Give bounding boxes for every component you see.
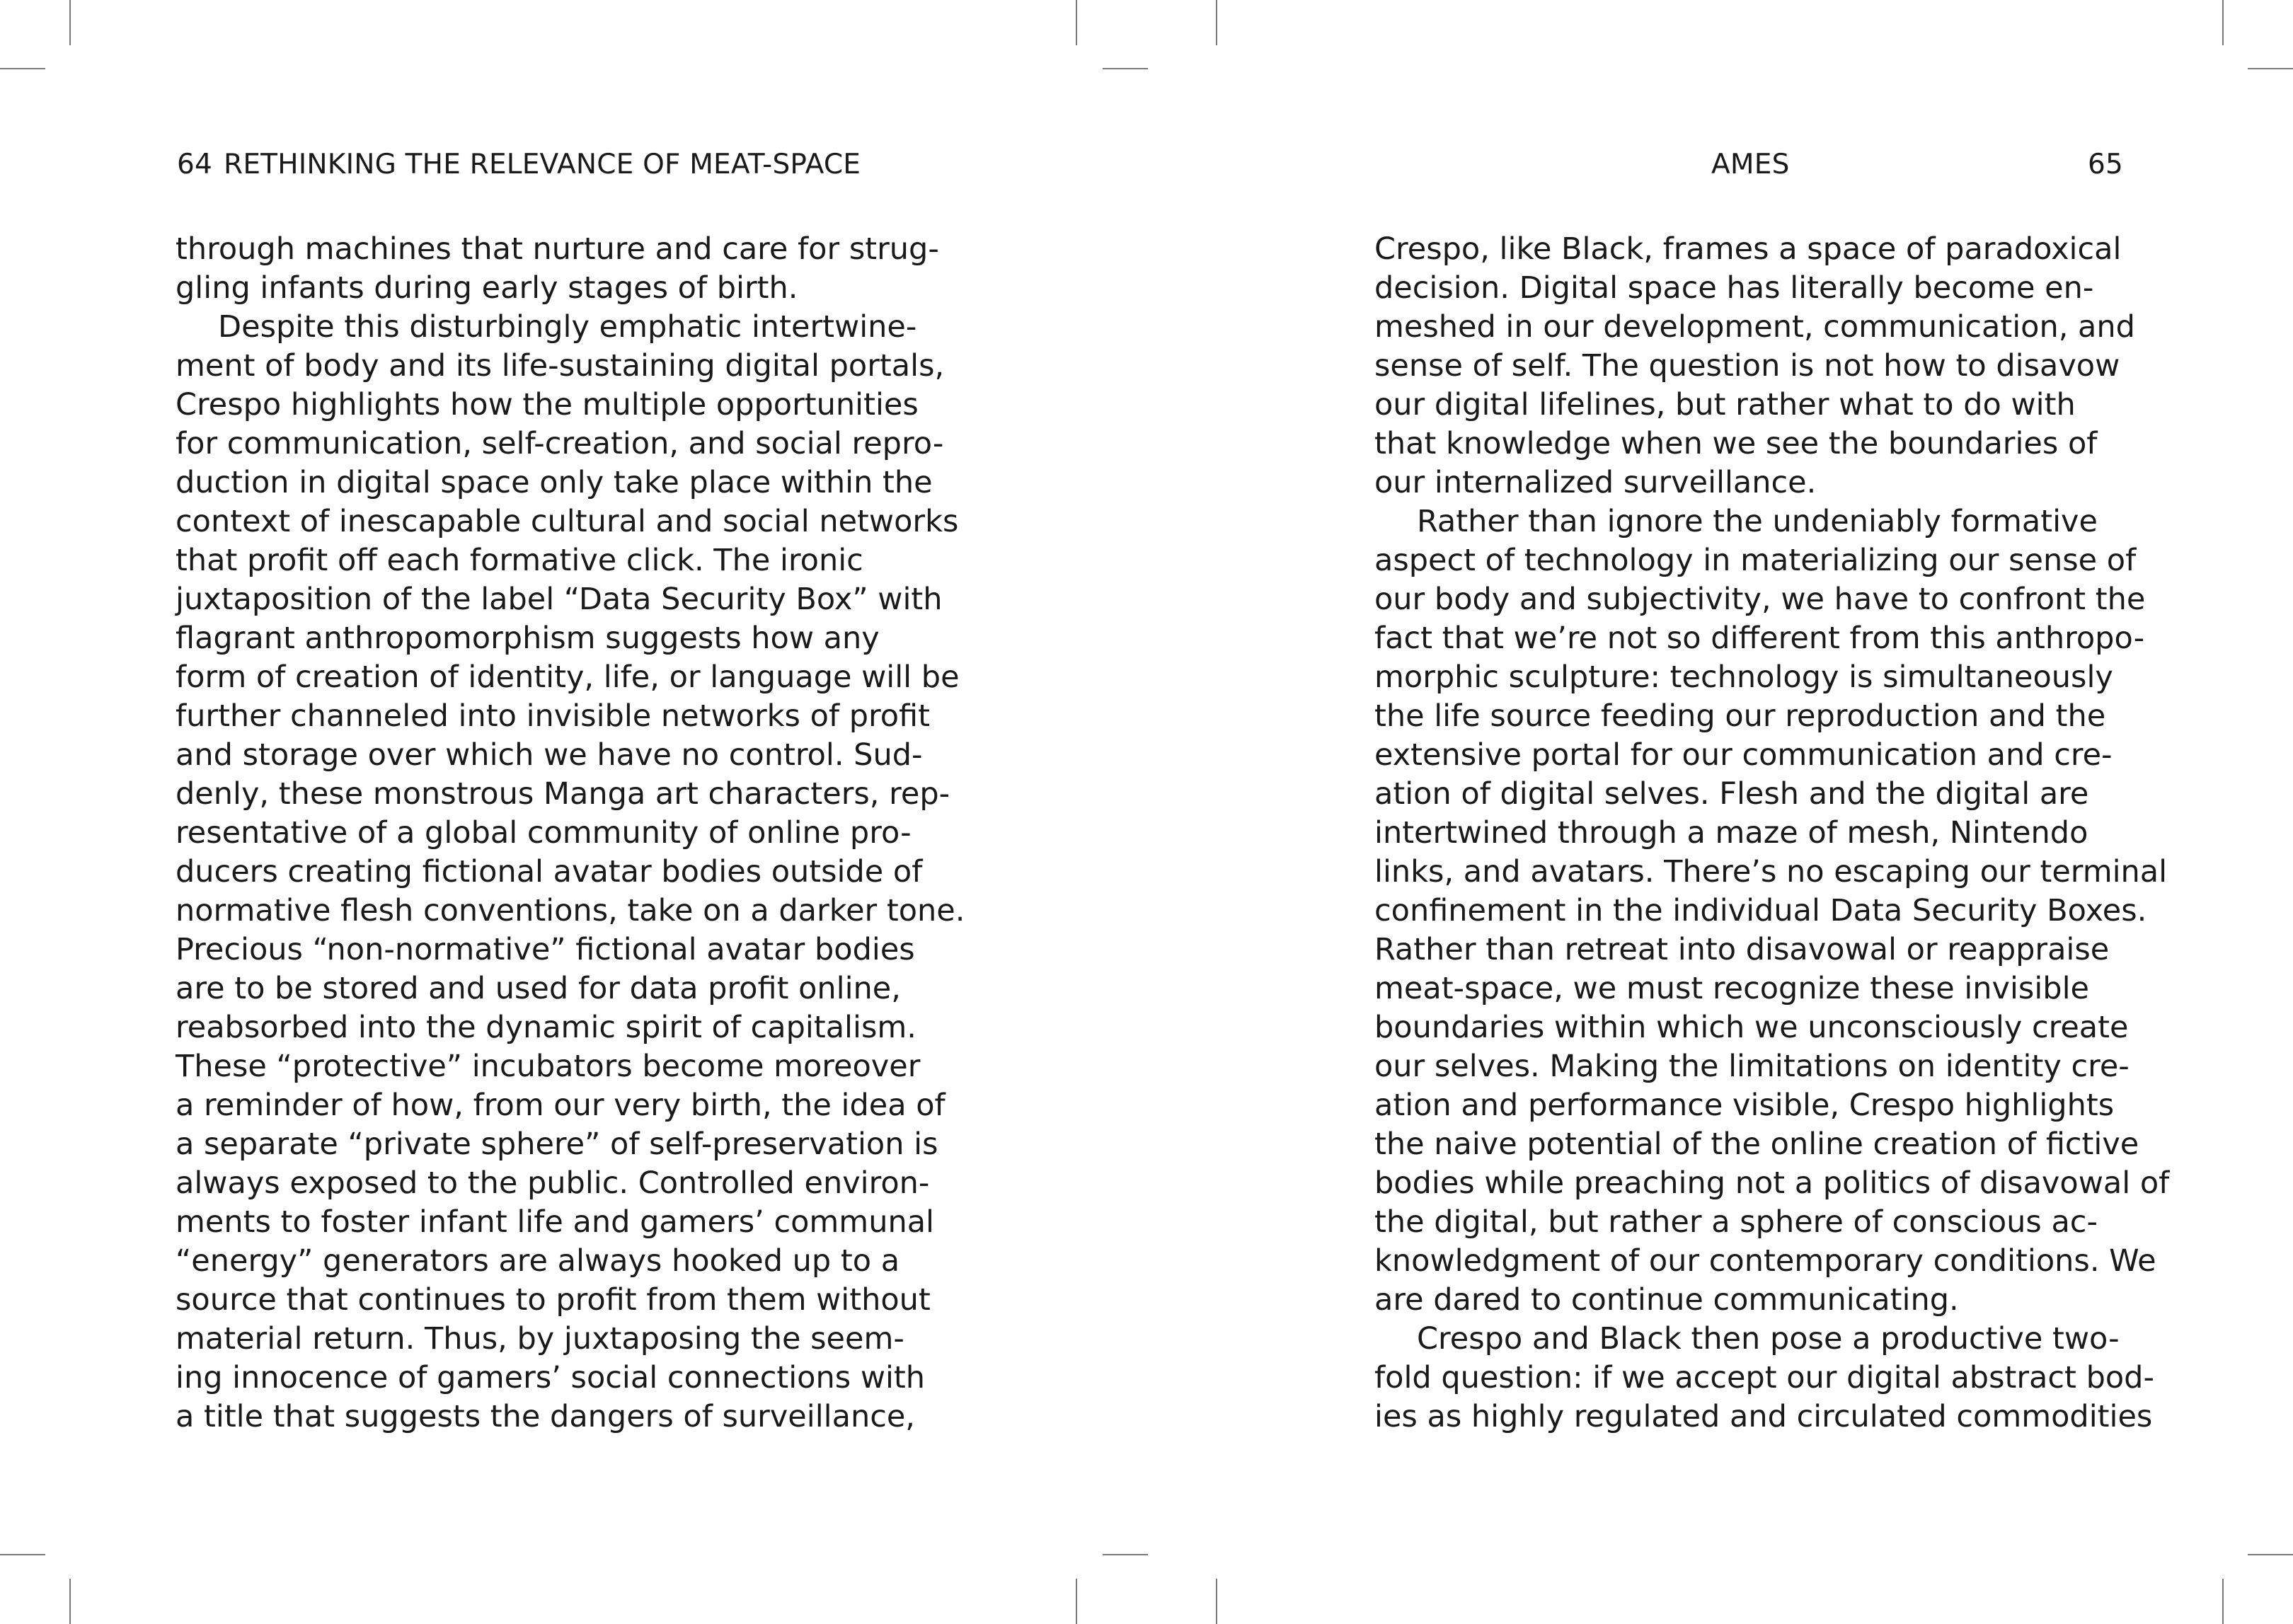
text-line: duction in digital space only take place within the [176,465,933,500]
text-line: gling infants during early stages of birth. [176,270,798,306]
text-line: ments to foster infant life and gamers’ communal [176,1204,934,1240]
left-running-head [177,145,861,185]
text-line: our internalized surveillance. [1374,465,1817,500]
text-line: that profit off each formative click. The ironic [176,543,863,578]
text-line: context of inescapable cultural and social networks [176,504,959,539]
text-line: a separate “private sphere” of self-preservation is [176,1127,938,1162]
text-line: extensive portal for our communication and cre- [1374,737,2113,773]
text-line: sense of self. The question is not how to disavow [1374,348,2120,384]
text-line: material return. Thus, by juxtaposing the seem- [176,1321,904,1357]
text-line: fold question: if we accept our digital abstract bod- [1374,1360,2154,1395]
crop-mark [0,68,45,69]
text-line: links, and avatars. There’s no escaping our terminal [1374,854,2168,889]
text-line: a title that suggests the dangers of surveillance, [176,1399,915,1434]
text-line: our body and subjectivity, we have to confront the [1374,582,2146,617]
text-line: for communication, self-creation, and social repro- [176,426,944,461]
text-line: ation and performance visible, Crespo highlights [1374,1088,2115,1123]
text-line: the life source feeding our reproduction and the [1374,698,2106,734]
crop-mark [1216,1579,1217,1624]
right-page-number: 65 [2088,149,2124,180]
text-line: ing innocence of gamers’ social connections with [176,1360,926,1395]
left-page-body [176,230,965,1436]
text-line: meat-space, we must recognize these invisible [1374,971,2089,1006]
crop-mark [1103,68,1148,69]
left-page-number: 64 [177,149,213,180]
text-line: ducers creating fictional avatar bodies outside of [176,854,923,889]
text-line: are to be stored and used for data profit online, [176,971,901,1006]
text-line: our digital lifelines, but rather what to do with [1374,387,2076,422]
left-running-title: RETHINKING THE RELEVANCE OF MEAT-SPACE [224,149,861,180]
crop-mark [2222,0,2224,45]
text-line: the naive potential of the online creation of fictive [1374,1127,2139,1162]
text-line: resentative of a global community of online pro- [176,815,912,851]
text-line: our selves. Making the limitations on identity cre- [1374,1049,2130,1084]
text-line: source that continues to profit from them without [176,1282,931,1318]
text-line: are dared to continue communicating. [1374,1282,1959,1318]
crop-mark [1076,0,1077,45]
text-line: Crespo and Black then pose a productive two- [1417,1321,2120,1357]
text-line: aspect of technology in materializing our sense of [1374,543,2137,578]
text-line: flagrant anthropomorphism suggests how any [176,621,880,656]
text-line: always exposed to the public. Controlled environ- [176,1165,930,1201]
text-line: Crespo highlights how the multiple opportunities [176,387,919,422]
text-line: bodies while preaching not a politics of disavowal of [1374,1165,2170,1201]
crop-mark [2248,68,2293,69]
text-line: the digital, but rather a sphere of conscious ac- [1374,1204,2098,1240]
text-line: Despite this disturbingly emphatic intertwine- [218,309,917,345]
right-page-body [1374,230,2169,1436]
text-line: confinement in the individual Data Security Boxes. [1374,893,2147,928]
text-line: Crespo, like Black, frames a space of paradoxical [1374,231,2122,267]
text-line: boundaries within which we unconsciously create [1374,1010,2129,1045]
text-line: denly, these monstrous Manga art characters, rep- [176,776,950,812]
text-line: These “protective” incubators become moreover [176,1049,921,1084]
crop-mark [1103,1554,1148,1555]
crop-mark [2222,1579,2224,1624]
crop-mark [0,1554,45,1555]
text-line: and storage over which we have no control. Sud- [176,737,923,773]
right-running-title: AMES [1711,149,1790,180]
crop-mark [69,0,71,45]
crop-mark [69,1579,71,1624]
text-line: form of creation of identity, life, or language will be [176,660,960,695]
crop-mark [2248,1554,2293,1555]
text-line: knowledgment of our contemporary conditions. We [1374,1243,2156,1279]
text-line: intertwined through a maze of mesh, Nintendo [1374,815,2088,851]
text-line: ation of digital selves. Flesh and the digital are [1374,776,2089,812]
text-line: a reminder of how, from our very birth, the idea of [176,1088,946,1123]
text-line: meshed in our development, communication, and [1374,309,2135,345]
text-line: juxtaposition of the label “Data Security Box” with [176,582,943,617]
text-line: ies as highly regulated and circulated commodities [1374,1399,2153,1434]
text-line: through machines that nurture and care for strug- [176,231,939,267]
text-line: Precious “non-normative” fictional avatar bodies [176,932,915,967]
text-line: that knowledge when we see the boundaries of [1374,426,2098,461]
text-line: ment of body and its life-sustaining digital portals, [176,348,945,384]
text-line: normative flesh conventions, take on a darker tone. [176,893,965,928]
text-line: morphic sculpture: technology is simultaneously [1374,660,2113,695]
text-line: further channeled into invisible networks of profit [176,698,930,734]
crop-mark [1076,1579,1077,1624]
text-line: Rather than retreat into disavowal or reappraise [1374,932,2110,967]
text-line: reabsorbed into the dynamic spirit of capitalism. [176,1010,916,1045]
text-line: Rather than ignore the undeniably formative [1417,504,2098,539]
text-line: fact that we’re not so different from this anthropo- [1374,621,2145,656]
text-line: “energy” generators are always hooked up to a [176,1243,900,1279]
crop-mark [1216,0,1217,45]
text-line: decision. Digital space has literally become en- [1374,270,2094,306]
